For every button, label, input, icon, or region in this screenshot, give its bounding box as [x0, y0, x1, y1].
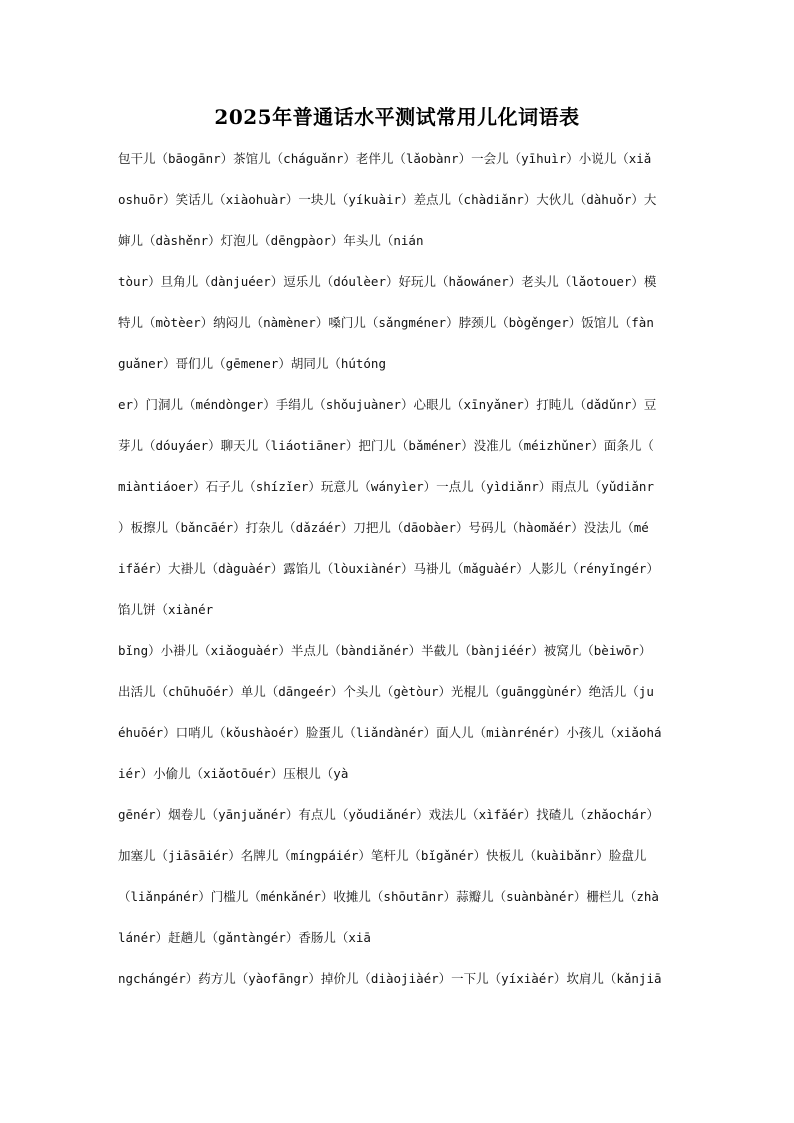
text-line: bǐng）小褂儿（xiǎoguàér）半点儿（bàndiǎnér）半截儿（bànjiéér）被窝儿（bèiwōr）: [118, 643, 652, 658]
text-line: 加塞儿（jiāsāiér）名牌儿（míngpáiér）笔杆儿（bǐgǎnér）快板儿（kuàibǎnr）脸盘儿: [118, 848, 647, 863]
text-line: （liǎnpánér）门槛儿（ménkǎnér）收摊儿（shōutānr）蒜瓣儿（suànbànér）栅栏儿（zhà: [118, 889, 659, 904]
text-line: 婶儿（dàshěnr）灯泡儿（dēngpàor）年头儿（nián: [118, 233, 424, 248]
text-line: 馅儿饼（xiànér: [118, 602, 214, 617]
text-line: miàntiáoer）石子儿（shízǐer）玩意儿（wányìer）一点儿（yìdiǎnr）雨点儿（yǔdiǎnr: [118, 479, 654, 494]
text-line: iér）小偷儿（xiǎotōuér）压根儿（yà: [118, 766, 349, 781]
text-line: guǎner）哥们儿（gēmener）胡同儿（hútóng: [118, 356, 386, 371]
text-line: 包干儿（bāogānr）茶馆儿（cháguǎnr）老伴儿（lǎobànr）一会儿（yīhuìr）小说儿（xiǎ: [118, 151, 652, 166]
text-line: ）板擦儿（bǎncāér）打杂儿（dǎzáér）刀把儿（dāobàer）号码儿（hàomǎér）没法儿（mé: [118, 520, 649, 535]
text-line: gēnér）烟卷儿（yānjuǎnér）有点儿（yǒudiǎnér）戏法儿（xìfǎér）找碴儿（zhǎochár）: [118, 807, 659, 822]
text-line: 特儿（mòtèer）纳闷儿（nàmèner）嗓门儿（sǎngméner）脖颈儿（bògěnger）饭馆儿（fàn: [118, 315, 654, 330]
text-line: éhuōér）口哨儿（kǒushàoér）脸蛋儿（liǎndànér）面人儿（miànrénér）小孩儿（xiǎohá: [118, 725, 662, 740]
text-line: lánér）赶趟儿（gǎntàngér）香肠儿（xiā: [118, 930, 371, 945]
text-line: tòur）旦角儿（dànjuéer）逗乐儿（dóulèer）好玩儿（hǎowáner）老头儿（lǎotouer）模: [118, 274, 657, 289]
text-line: er）门洞儿（méndònger）手绢儿（shǒujuàner）心眼儿（xīnyǎner）打盹儿（dǎdǔnr）豆: [118, 397, 657, 412]
text-line: ngchángér）药方儿（yàofāngr）掉价儿（diàojiàér）一下儿（yíxiàér）坎肩儿（kǎnjiā: [118, 971, 662, 986]
document-title: 2025年普通话水平测试常用儿化词语表: [214, 105, 580, 129]
text-line: 芽儿（dóuyáer）聊天儿（liáotiāner）把门儿（bǎméner）没准儿（méizhǔner）面条儿（: [118, 438, 654, 453]
text-line: ifǎér）大褂儿（dàguàér）露馅儿（lòuxiànér）马褂儿（mǎguàér）人影儿（rényǐngér）: [118, 561, 659, 576]
text-line: oshuōr）笑话儿（xiàohuàr）一块儿（yíkuàir）差点儿（chàdiǎnr）大伙儿（dàhuǒr）大: [118, 192, 657, 207]
text-line: 出活儿（chūhuōér）单儿（dāngeér）个头儿（gètòur）光棍儿（guānggùnér）绝活儿（ju: [118, 684, 654, 699]
